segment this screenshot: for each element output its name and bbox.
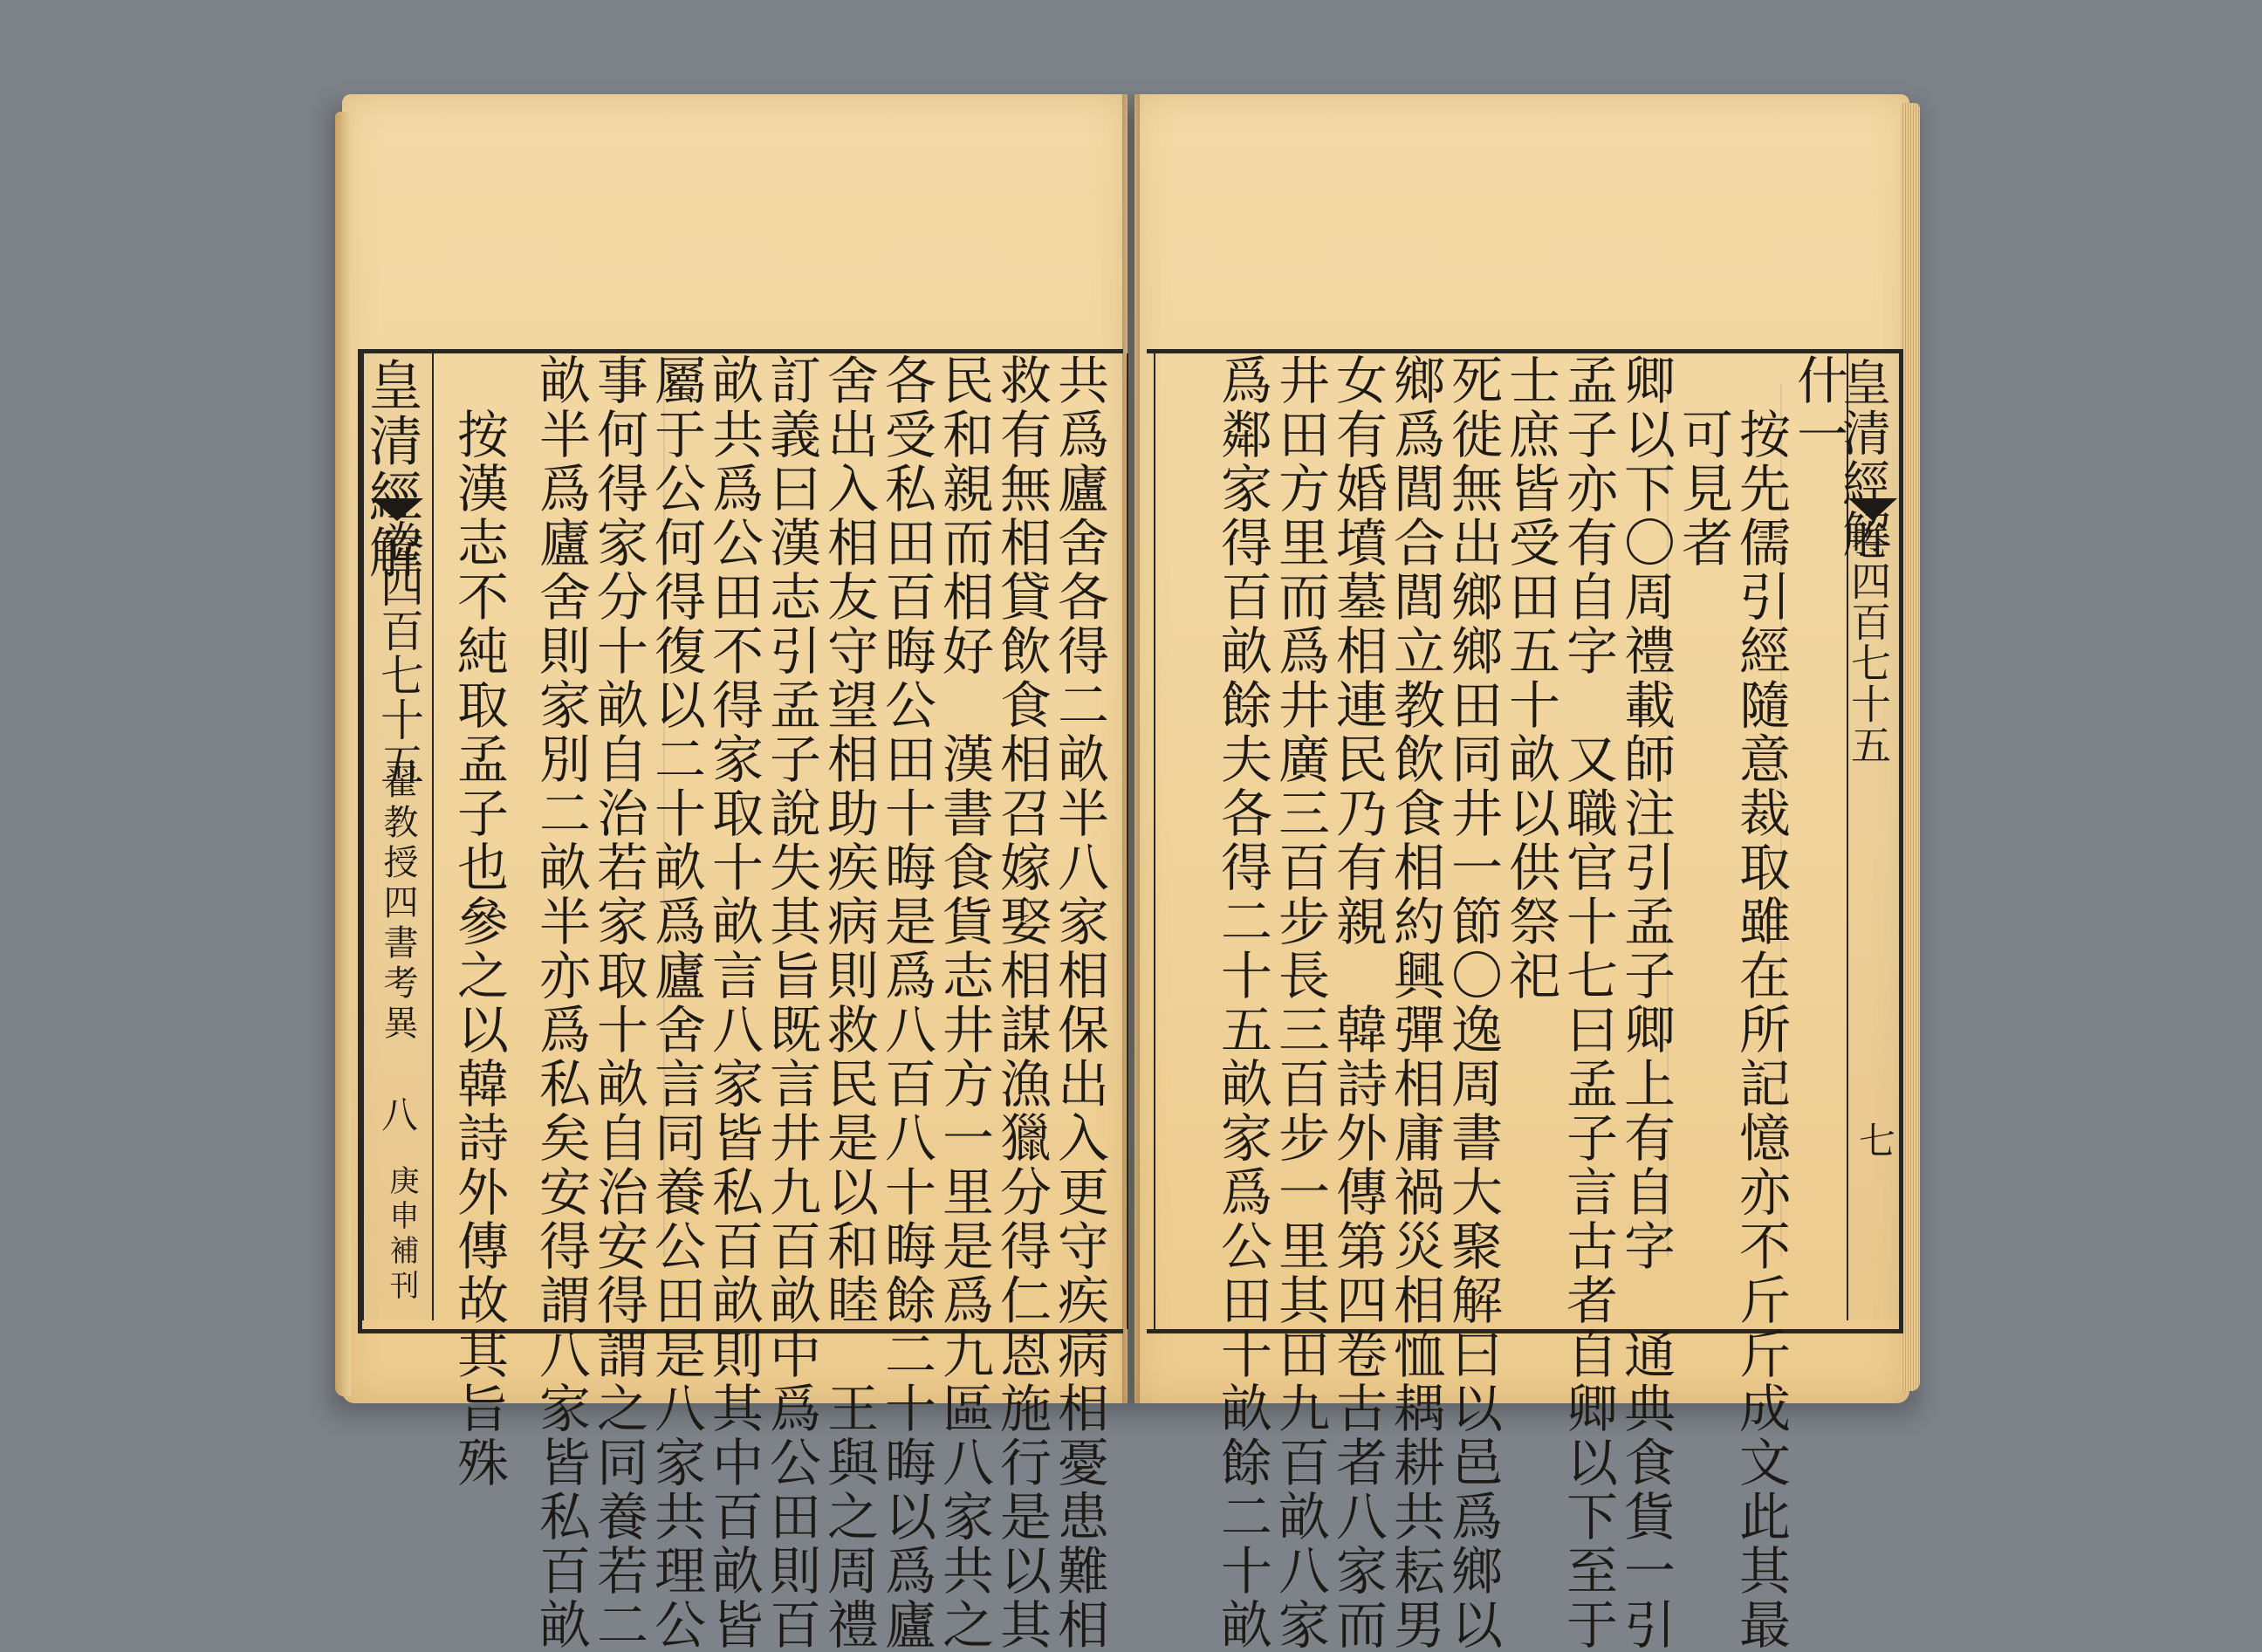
running-title: 皇清經解 [360, 357, 423, 580]
text-column: 救有無相貸飲食相召嫁娶相謀漁獵分得仁恩施行是以其 [991, 353, 1052, 1652]
publication-note: 庚申補刊 [384, 1165, 419, 1305]
book-gutter [1122, 94, 1140, 1403]
text-column: 女有婚墳墓相連民乃有親 韓詩外傳第四卷古者八家而 [1327, 353, 1388, 1652]
text-column: 民和親而相好 漢書食貨志井方一里是爲九區八家共之 [934, 353, 994, 1652]
text-column: 訂義曰漢志引孟子說失其旨既言井九百畝中爲公田則百 [761, 353, 821, 1652]
text-column: 孟子亦有自字 又職官十七曰孟子言古者自卿以下至于 [1558, 353, 1618, 1652]
text-column: 按漢志不純取孟子也參之以韓詩外傳故其旨殊 [449, 353, 509, 1490]
text-column: 可見者 [1673, 353, 1733, 570]
author-note: 翟教授四書考異 [378, 764, 418, 1045]
text-column: 各受私田百晦公田十晦是爲八百八十晦餘二十晦以爲廬 [876, 353, 936, 1652]
fishtail-mark [1848, 498, 1897, 521]
text-column: 共爲廬舍各得二畝半八家相保出入更守疾病相憂患難相 [1049, 353, 1109, 1652]
folio-number: 八 [376, 1095, 419, 1132]
text-column: 屬于公何得復以二十畝爲廬舍言同養公田是八家共理公 [646, 353, 706, 1652]
text-column: 事何得家分十畝自治若家取十畝自治安得謂之同養若二 [588, 353, 648, 1652]
text-column: 什一 [1788, 353, 1848, 462]
fishtail-mark [371, 498, 423, 521]
text-column: 士庶皆受田五十畝以供祭祀 [1500, 353, 1560, 1003]
running-title: 皇清經解 [1834, 357, 1891, 559]
text-column: 死徙無出鄉鄉田同井一節〇逸周書大聚解曰以邑爲鄉以 [1443, 353, 1503, 1652]
right-text-frame [1147, 349, 1903, 1652]
text-column: 舍出入相友守望相助疾病則救民是以和睦 王與之周禮 [819, 353, 879, 1652]
text-column: 畝半爲廬舍則家別二畝半亦爲私矣安得謂八家皆私百畝 [531, 353, 591, 1652]
text-column: 鄉爲閭合閭立教飲食相約興彈相庸禍災相恤耦耕共耘男 [1385, 353, 1445, 1652]
volume-number: 卷四百七十五 [1845, 519, 1892, 765]
text-column: 卿以下〇周禮載師注引孟子卿上有自字 通典食貨一引 [1615, 353, 1676, 1652]
text-column: 畝共爲公田不得家取十畝言八家皆私百畝則其中百畝皆 [703, 353, 764, 1652]
running-title-band [1834, 353, 1901, 1320]
text-column: 井田方里而爲井廣三百步長三百步一里其田九百畝八家 [1270, 353, 1330, 1652]
folio-number: 七 [1854, 1121, 1896, 1158]
text-column: 爲鄰家得百畝餘夫各得二十五畝家爲公田十畝餘二十畝 [1212, 353, 1272, 1652]
left-text-frame [358, 349, 1123, 1652]
volume-number: 卷四百七十五 [374, 519, 424, 786]
text-column: 按先儒引經隨意裁取雖在所記憶亦不斤斤成文此其最 [1731, 353, 1791, 1652]
